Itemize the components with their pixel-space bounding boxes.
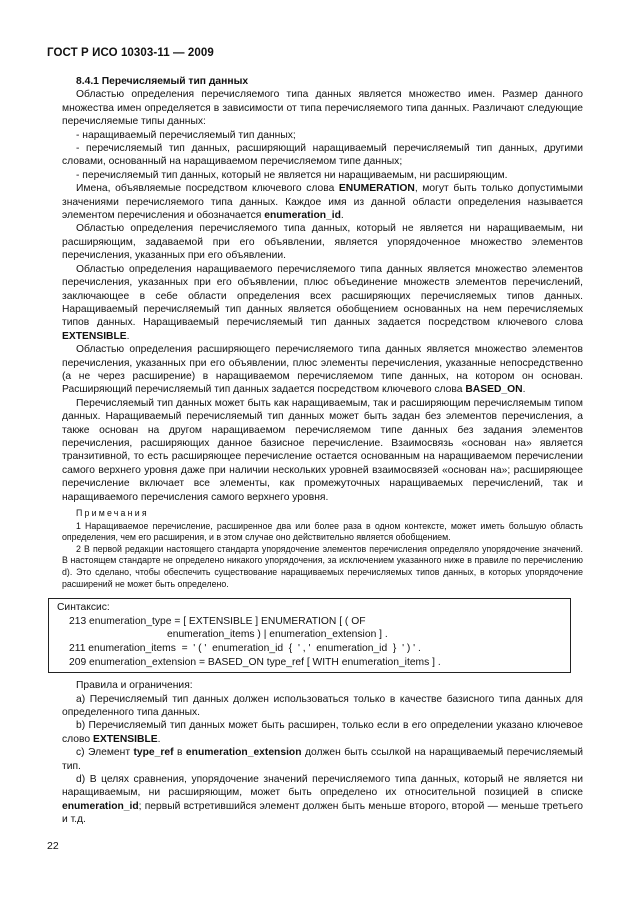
rule-c: c) Элемент type_ref в enumeration_extension должен быть ссылкой на наращиваемый перечисляемый тип.	[62, 747, 583, 772]
keyword-based-on: BASED_ON	[465, 384, 523, 396]
syntax-rule-211: 211 enumeration_items = ' ( ' enumeration_id { ' , ' enumeration_id } ' ) ' .	[69, 642, 421, 654]
note-1: 1 Наращиваемое перечисление, расширенное два или более раза в одном контексте, может иметь большую область определения, чем его расширения, и в этом случае оно действительно является обобщением.	[62, 520, 583, 543]
page-number: 22	[47, 840, 59, 852]
keyword-extensible: EXTENSIBLE	[62, 330, 127, 342]
paragraph-6: Перечисляемый тип данных может быть как наращиваемым, так и расширяющим перечисляемым типом данных. Наращиваемый перечисляемый тип данных может быть задан без элементов перечисления, а также основан на другом наращиваемом перечисляемом типе данных без задания элементов перечисления, расширяющих данное базисное перечисление. Взаимосвязь «основан на» является транзитивной, то есть расширяющее перечисление остается основанным на наращиваемом перечислении самого верхнего уровня даже при наличии нескольких уровней взаимосвязей «основан на»; расширяющее перечисление включает все элементы, как промежуточных наращиваемых перечислений, так и наращиваемого перечисления самого верхнего уровня.	[62, 397, 583, 503]
paragraph-3: Областью определения перечисляемого типа данных, который не является ни наращиваемым, ни расширяющим, задаваемой при его объявлении, является упорядоченное множество элементов перечисления, указанных при его объявлении.	[62, 223, 583, 262]
notes-block	[62, 508, 583, 590]
syntax-label: Синтаксис:	[57, 602, 110, 614]
paragraph-2: Имена, объявляемые посредством ключевого слова ENUMERATION, могут быть только допустимыми значениями перечисляемого типа данных. Каждое имя из данной области определения называется элементом перечисления и обозначается enumeration_id.	[62, 183, 583, 222]
page-content	[57, 75, 583, 827]
syntax-rule-213: 213 enumeration_type = [ EXTENSIBLE ] ENUMERATION [ ( OF	[69, 615, 366, 627]
syntax-rule-209: 209 enumeration_extension = BASED_ON type_ref [ WITH enumeration_items ] .	[69, 656, 441, 668]
note-2: 2 В первой редакции настоящего стандарта упорядочение элементов перечисления определяло упорядочение значений. В настоящем стандарте не определено никакого упорядочения, за исключением указанного ниже в правиле по перечислению d). Это сделано, чтобы обеспечить существование наращиваемых перечисляемых типов данных, в которых упорядочение расширений не может быть определено.	[62, 543, 583, 589]
document-header: ГОСТ Р ИСО 10303-11 — 2009	[47, 47, 214, 59]
keyword-enumeration: ENUMERATION	[338, 183, 415, 195]
syntax-box	[48, 598, 571, 673]
rules-title: Правила и ограничения:	[76, 680, 193, 692]
section-title: 8.4.1 Перечисляемый тип данных	[76, 76, 249, 87]
keyword-enumeration-id: enumeration_id	[264, 210, 341, 222]
list-item: - перечисляемый тип данных, расширяющий наращиваемый перечисляемый тип данных, другими словами, основанный на наращиваемом перечисляемом типе данных;	[62, 143, 583, 168]
rule-b: b) Перечисляемый тип данных может быть расширен, только если в его определении указано ключевое слово EXTENSIBLE.	[62, 720, 583, 745]
notes-title: Примечания	[76, 508, 149, 518]
paragraph-5: Областью определения расширяющего перечисляемого типа данных является множество элементов перечисления, указанных при его объявлении, плюс элементы перечисления, указанные непосредственно (а не через расширение) в наращиваемом перечисляемом типе данных, на котором он основан. Расширяющий перечисляемый тип данных задается посредством ключевого слова BASED_ON.	[62, 344, 583, 396]
list-item: - перечисляемый тип данных, который не является ни наращиваемым, ни расширяющим.	[76, 169, 508, 181]
rule-a: a) Перечисляемый тип данных должен использоваться только в качестве базисного типа данных для определенного типа данных.	[62, 693, 583, 718]
rule-d: d) В целях сравнения, упорядочение значений перечисляемого типа данных, который не является ни наращиваемым, ни расширяющим, может быть определено их относительной позицией в списке enumeration_id; первый встретившийся элемент должен быть меньше второго, второй — меньше третьего и т.д.	[62, 773, 583, 826]
paragraph-1: Областью определения перечисляемого типа данных является множество имен. Размер данного множества имен определяется в зависимости от типа перечисляемого типа данных. Различают следующие перечисляемые типы данных:	[62, 89, 583, 128]
paragraph-4: Областью определения наращиваемого перечисляемого типа данных является множество элементов перечисления, указанных при его объявлении, плюс объединение множеств элементов перечислений, заключающее в себе области определения всех расширяющих перечисляемых типов данных. Наращиваемый перечисляемый тип данных является обобщением основанных на нем перечисляемых типов данных. Наращиваемый перечисляемый тип данных задается посредством ключевого слова EXTENSIBLE.	[62, 263, 583, 342]
syntax-rule-213-cont: enumeration_items ) | enumeration_extension ] .	[167, 629, 388, 641]
rules-block	[62, 679, 583, 826]
list-item: - наращиваемый перечисляемый тип данных;	[76, 129, 296, 141]
